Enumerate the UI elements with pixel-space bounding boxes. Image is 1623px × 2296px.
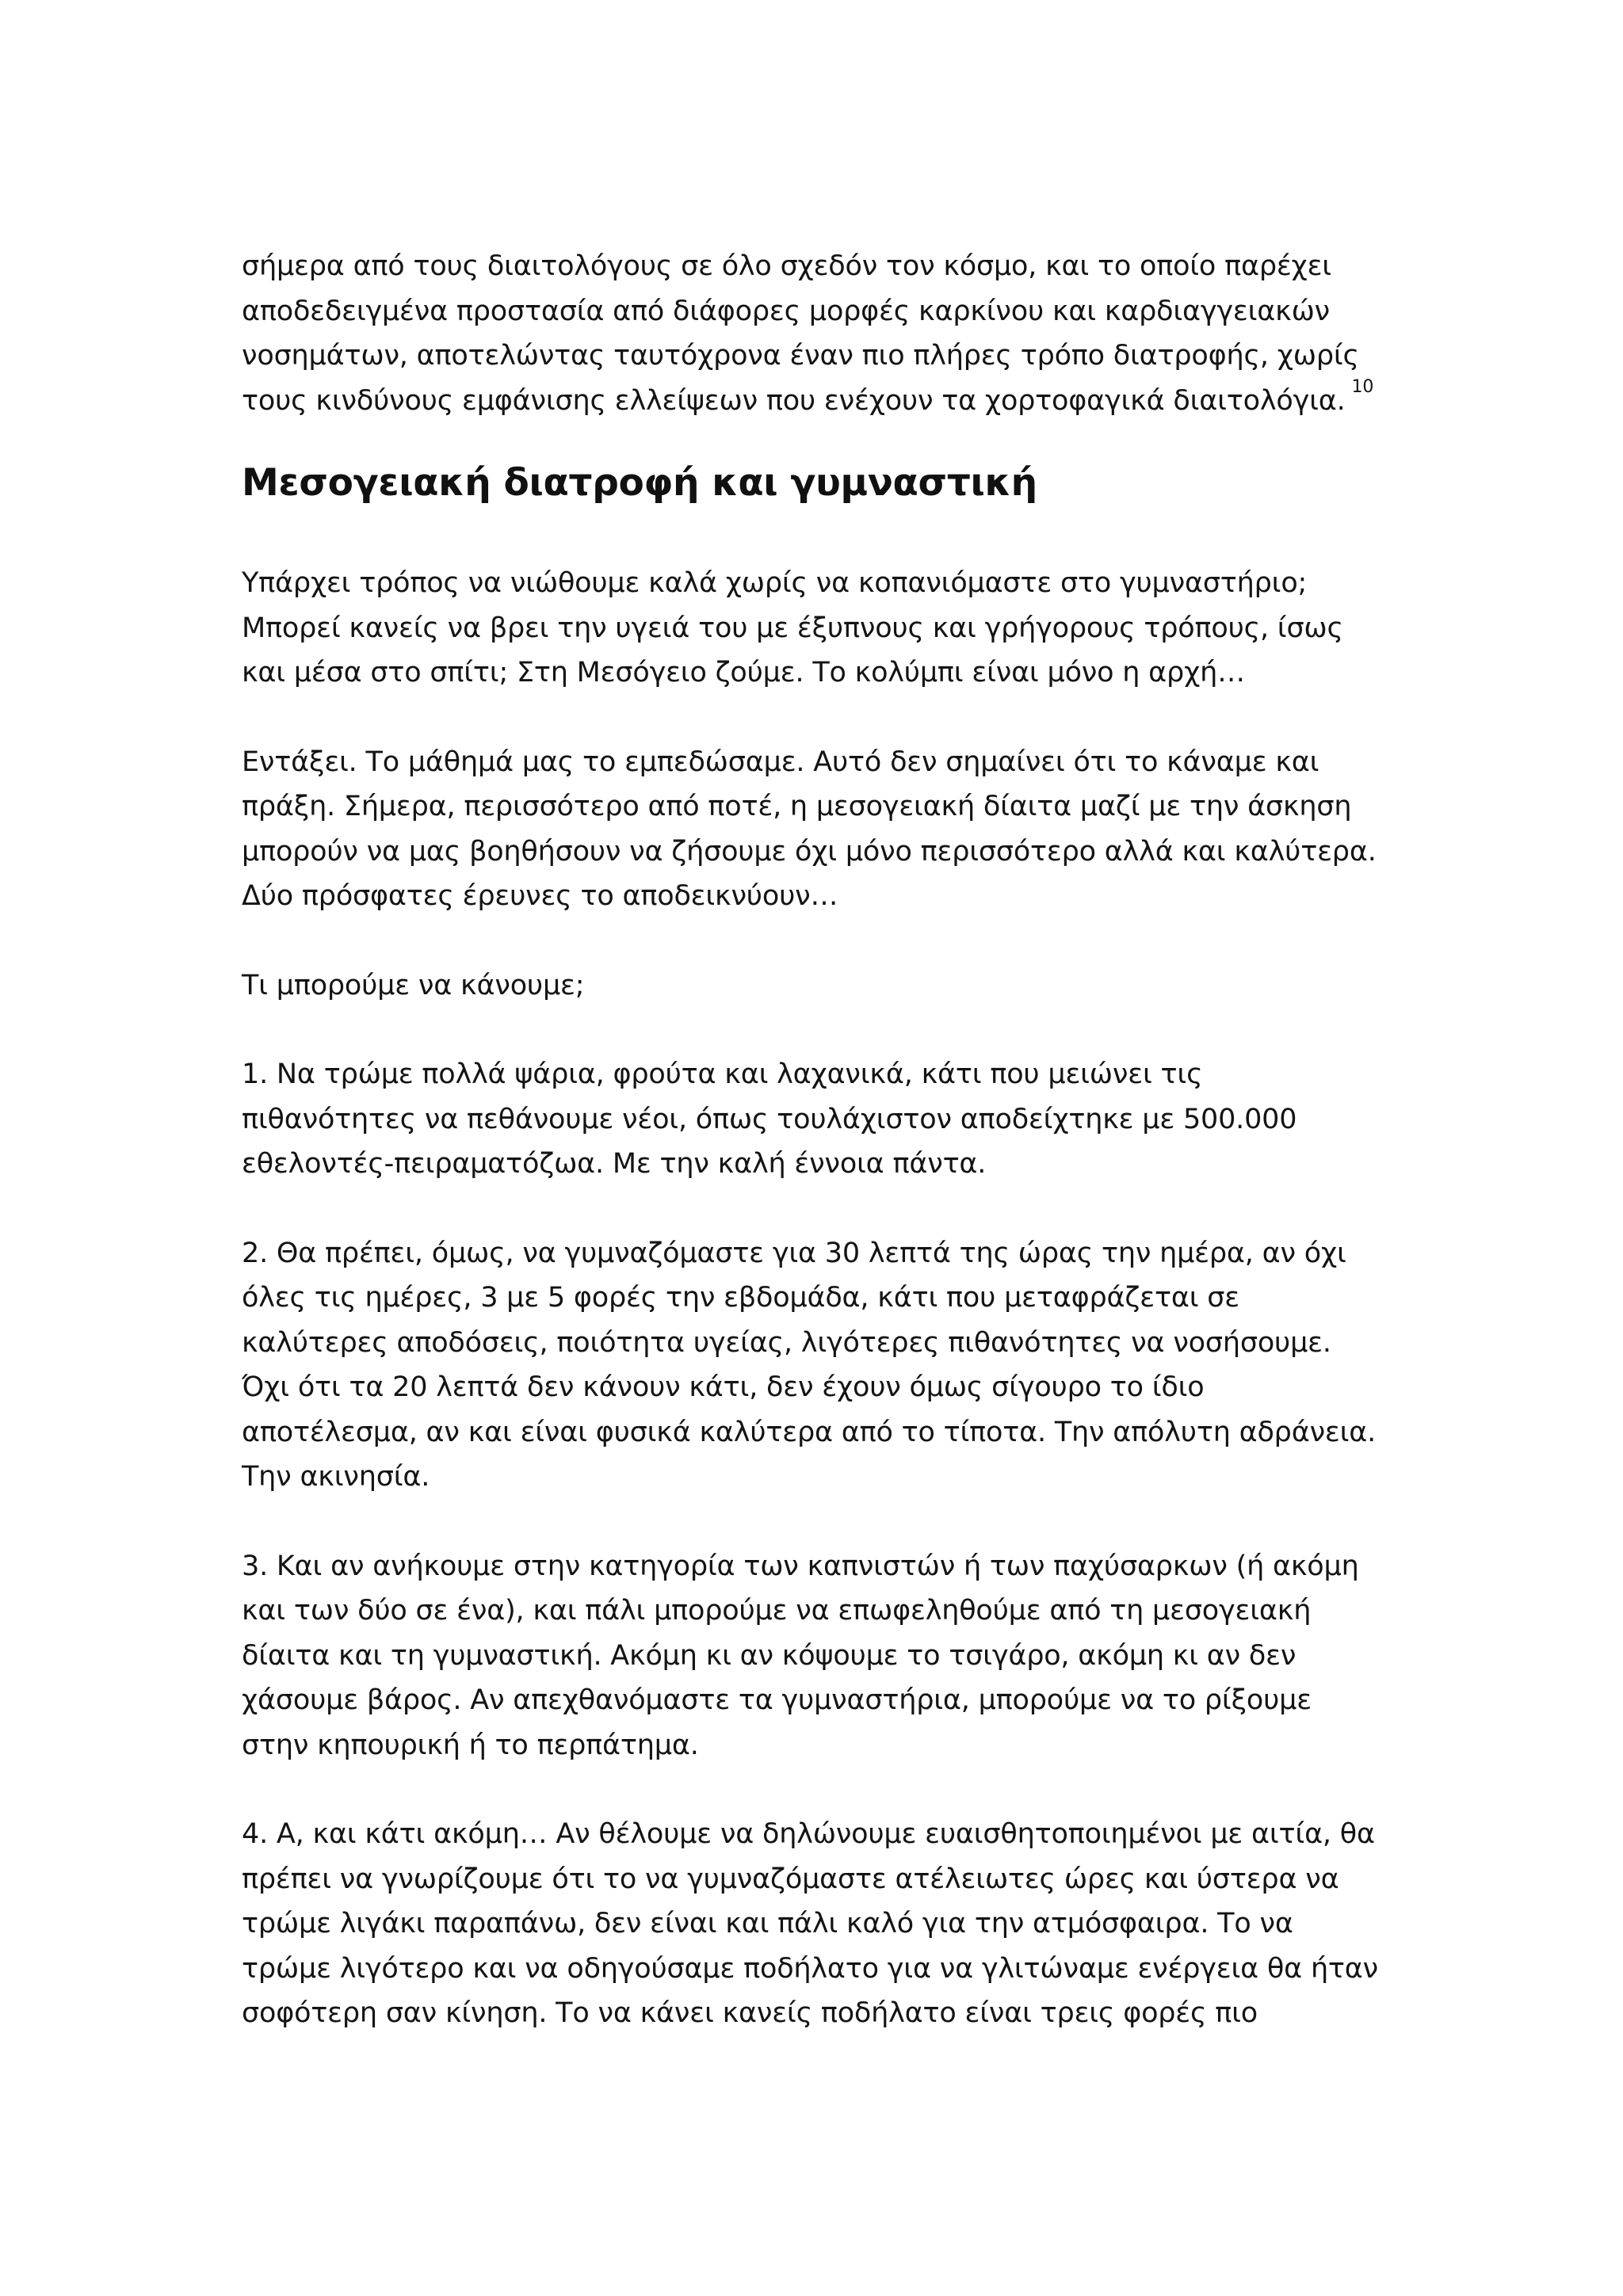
text-line: νοσημάτων, αποτελώντας ταυτόχρονα έναν πιο πλήρες τρόπο διατροφής, χωρίς [242,340,1359,372]
text-line-content: τους κινδύνους εμφάνισης ελλείψεων που ενέχουν τα χορτοφαγικά διαιτολόγια. [242,384,1346,417]
text-line: και των δύο σε ένα), και πάλι μπορούμε να επωφεληθούμε από τη μεσογειακή [242,1595,1312,1627]
section-heading: Μεσογειακή διατροφή και γυμναστική [242,461,1037,505]
text-line: όλες τις ημέρες, 3 με 5 φορές την εβδομάδα, κάτι που μεταφράζεται σε [242,1282,1239,1314]
text-line: δίαιτα και τη γυμναστική. Ακόμη κι αν κόψουμε το τσιγάρο, ακόμη κι αν δεν [242,1639,1296,1672]
text-line: τρώμε λιγότερο και να οδηγούσαμε ποδήλατο για να γλιτώναμε ενέργεια θα ήταν [242,1952,1379,1985]
text-line: πράξη. Σήμερα, περισσότερο από ποτέ, η μεσογειακή δίαιτα μαζί με την άσκηση [242,791,1352,822]
text-line: εθελοντές-πειραματόζωα. Με την καλή έννοια πάντα. [242,1148,987,1180]
paragraph [242,740,1395,919]
list-item-2 [242,1231,1395,1500]
page-content [242,244,1395,2036]
text-line: σήμερα από τους διαιτολόγους σε όλο σχεδόν τον κόσμο, και το οποίο παρέχει [242,250,1331,282]
text-line: και μέσα στο σπίτι; Στη Μεσόγειο ζούμε. Το κολύμπι είναι μόνο η αρχή… [242,657,1245,688]
text-line: μπορούν να μας βοηθήσουν να ζήσουμε όχι μόνο περισσότερο αλλά και καλύτερα. [242,835,1377,868]
text-line [242,376,1395,424]
text-line: 2. Θα πρέπει, όμως, να γυμναζόμαστε για 30 λεπτά της ώρας την ημέρα, αν όχι [242,1237,1346,1269]
text-line: χάσουμε βάρος. Αν απεχθανόμαστε τα γυμναστήρια, μπορούμε να το ρίξουμε [242,1684,1312,1716]
text-line: Δύο πρόσφατες έρευνες το αποδεικνύουν… [242,880,838,912]
text-line: στην κηπουρική ή το περπάτημα. [242,1729,699,1761]
text-line: Τι μπορούμε να κάνουμε; [242,969,585,1001]
list-item-1 [242,1052,1395,1187]
text-line: Υπάρχει τρόπος να νιώθουμε καλά χωρίς να κοπανιόμαστε στο γυμναστήριο; [242,567,1308,599]
text-line: αποτέλεσμα, αν και είναι φυσικά καλύτερα από το τίποτα. Την απόλυτη αδράνεια. [242,1416,1377,1448]
text-line: 1. Να τρώμε πολλά ψάρια, φρούτα και λαχανικά, κάτι που μειώνει τις [242,1058,1203,1090]
footnote-reference: 10 [1351,376,1374,397]
text-line: σοφότερη σαν κίνηση. Το να κάνει κανείς ποδήλατο είναι τρεις φορές πιο [242,1997,1258,2029]
text-line: Όχι ότι τα 20 λεπτά δεν κάνουν κάτι, δεν έχουν όμως σίγουρο το ίδιο [242,1371,1205,1403]
text-line: Την ακινησία. [242,1461,430,1493]
text-line: Εντάξει. Το μάθημά μας το εμπεδώσαμε. Αυτό δεν σημαίνει ότι το κάναμε και [242,746,1319,778]
intro-paragraph [242,244,1395,423]
text-line: 4. Α, και κάτι ακόμη… Αν θέλουμε να δηλώνουμε ευαισθητοποιημένοι με αιτία, θα [242,1818,1375,1850]
paragraph [242,561,1395,696]
paragraph [242,963,1395,1009]
list-item-4 [242,1812,1395,2036]
list-item-3 [242,1544,1395,1768]
text-line: πρέπει να γνωρίζουμε ότι το να γυμναζόμαστε ατέλειωτες ώρες και ύστερα να [242,1863,1339,1895]
text-line: Μπορεί κανείς να βρει την υγειά του με έξυπνους και γρήγορους τρόπους, ίσως [242,612,1343,644]
text-line: πιθανότητες να πεθάνουμε νέοι, όπως τουλάχιστον αποδείχτηκε με 500.000 [242,1103,1297,1135]
text-line: καλύτερες αποδόσεις, ποιότητα υγείας, λιγότερες πιθανότητες να νοσήσουμε. [242,1326,1331,1359]
text-line: 3. Και αν ανήκουμε στην κατηγορία των καπνιστών ή των παχύσαρκων (ή ακόμη [242,1550,1359,1582]
text-line: αποδεδειγμένα προστασία από διάφορες μορφές καρκίνου και καρδιαγγειακών [242,295,1331,327]
text-line: τρώμε λιγάκι παραπάνω, δεν είναι και πάλι καλό για την ατμόσφαιρα. Το να [242,1908,1293,1939]
